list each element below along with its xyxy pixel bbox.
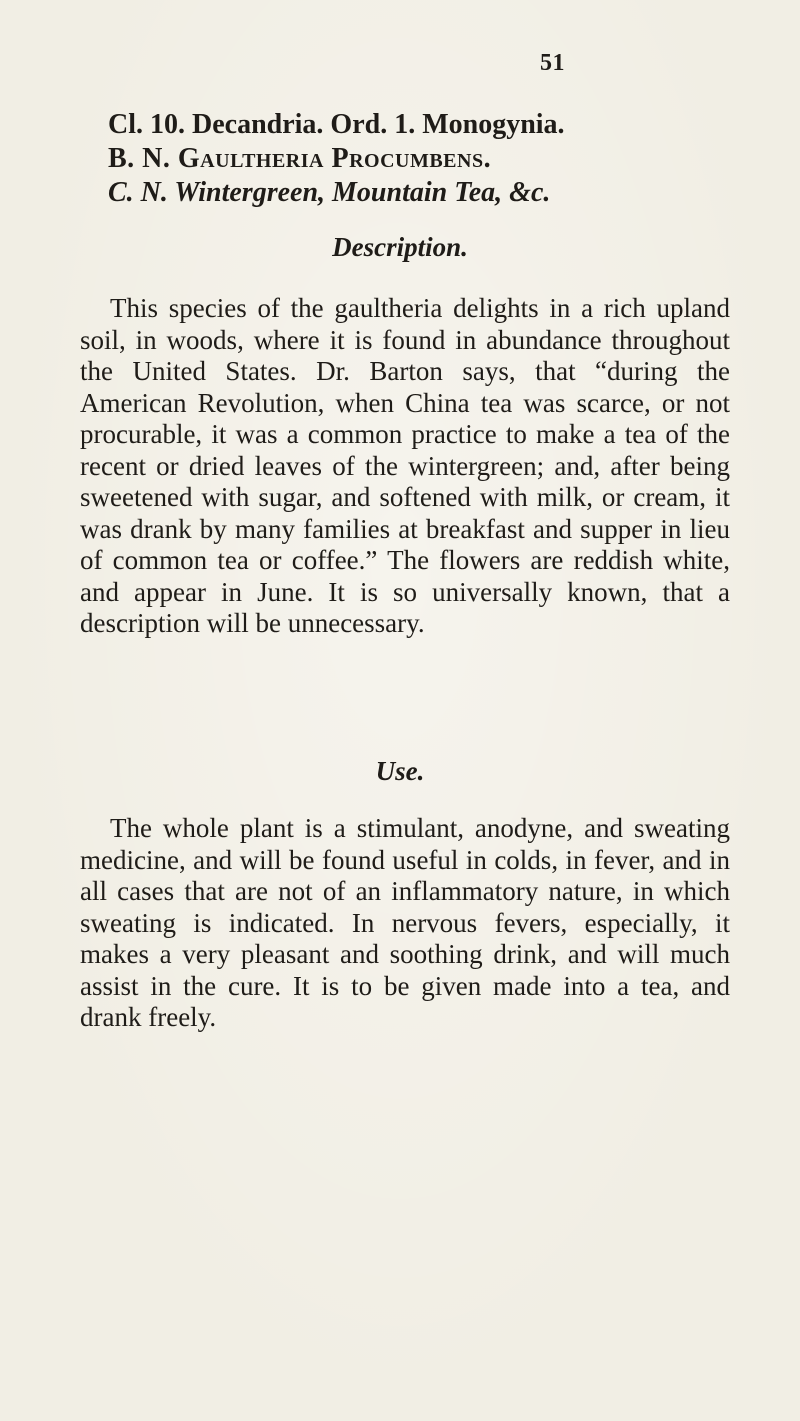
classification-header bbox=[108, 108, 728, 210]
classification-line: Cl. 10. Decandria. Ord. 1. Monogynia. bbox=[108, 109, 565, 140]
common-name-text: C. N. Wintergreen, Mountain Tea, &c. bbox=[108, 177, 551, 208]
description-heading: Description. bbox=[332, 232, 468, 262]
common-name-line bbox=[108, 176, 728, 210]
use-paragraph: The whole plant is a stimulant, anodyne, and sweating medicine, and will be found useful in colds, in fever, and in all cases that are not of an inflammatory nature, in which sweating is indicated. In nervous fevers, especially, it makes a very pleasant and soothing drink, and will much assist in the cure. It is to be given made into a tea, and drank freely. bbox=[80, 813, 730, 1032]
use-heading: Use. bbox=[375, 756, 425, 786]
description-paragraph: This species of the gaultheria delights in a rich upland soil, in woods, where it is found in abundance throughout the United States. Dr. Barton says, that “during the American Revolution, when China tea was scarce, or not procurable, it was a common practice to make a tea of the recent or dried leaves of the wintergreen; and, after being sweetened with sugar, and softened with milk, or cream, it was drank by many families at breakfast and supper in lieu of common tea or coffee.” The flowers are reddish white, and appear in June. It is so universally known, that a description will be unnecessary. bbox=[80, 293, 730, 638]
botanical-name-line: B. N. Gaultheria Procumbens. bbox=[108, 143, 492, 174]
page-number: 51 bbox=[540, 50, 565, 76]
